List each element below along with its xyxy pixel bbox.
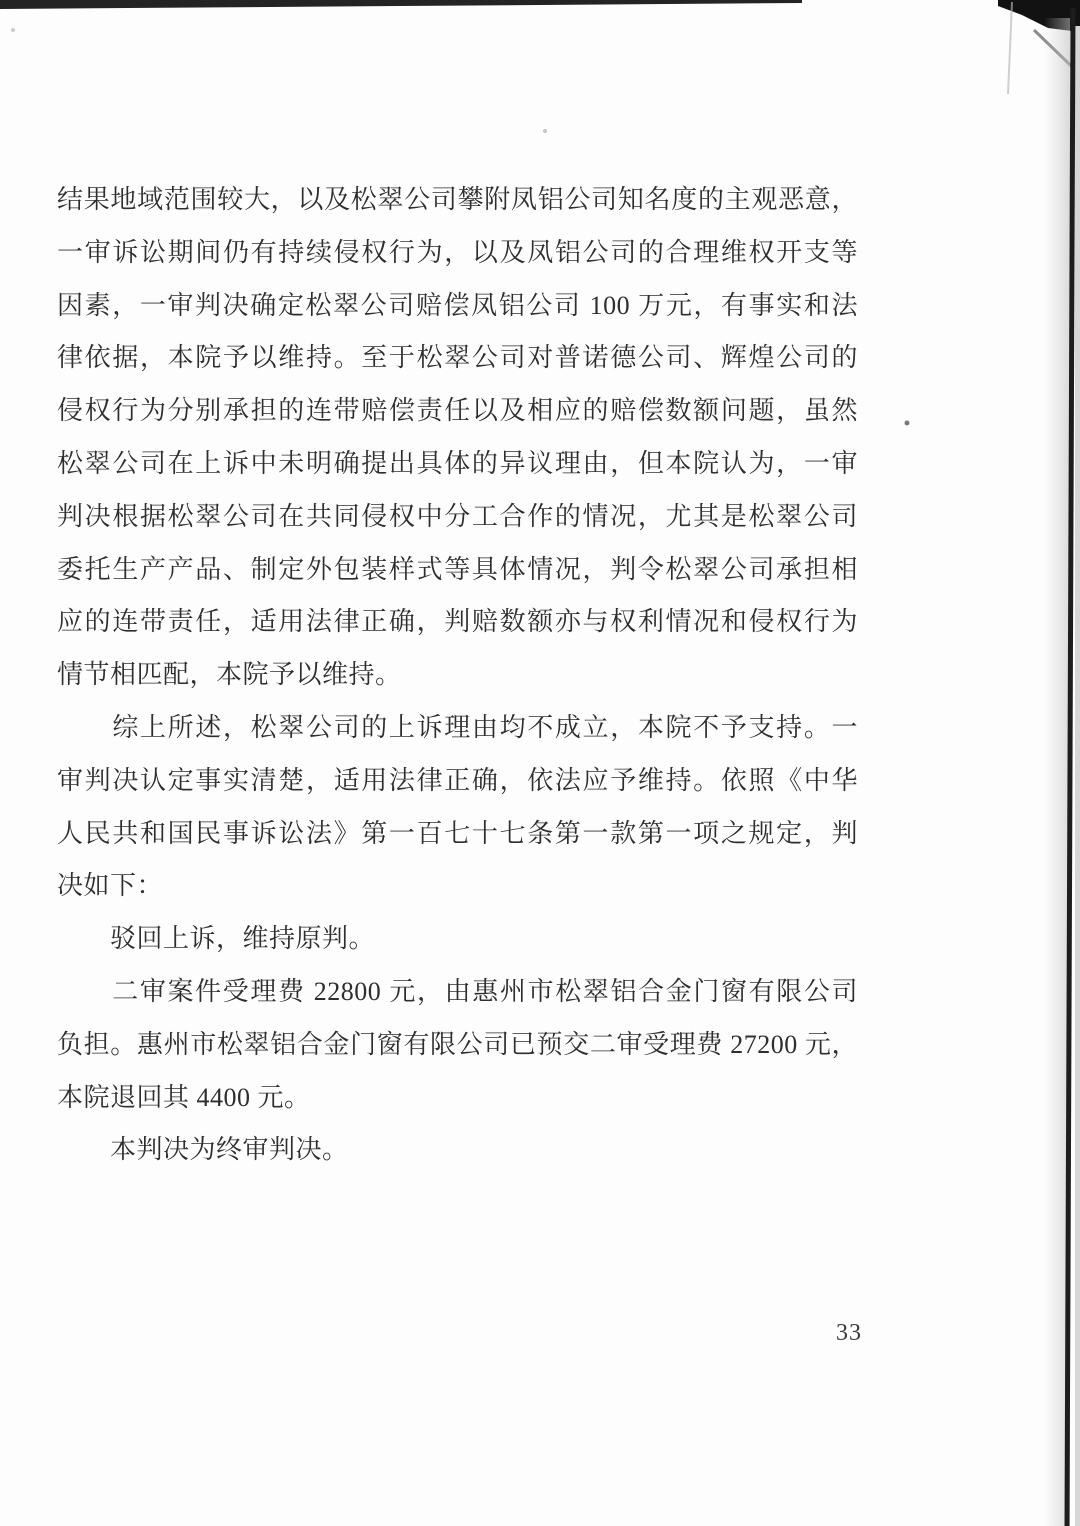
ink-speck: [11, 28, 15, 32]
judgment-text-block: [57, 174, 858, 1177]
document-line: 决如下：: [57, 871, 164, 901]
page-edge-line: [1067, 8, 1073, 1526]
document-line: 本院退回其 4400 元。: [57, 1082, 311, 1112]
page-edge-shadow: [1044, 18, 1070, 1526]
scan-corner-crease: [1034, 30, 1080, 84]
scan-corner-artifact: [998, 0, 1080, 32]
document-line: 应的连带责任，适用法律正确，判赔数额亦与权利情况和侵权行为: [57, 607, 858, 637]
document-line: 本判决为终审判决。: [57, 1135, 349, 1165]
document-line: 情节相匹配，本院予以维持。: [57, 660, 402, 690]
document-line: 律依据，本院予以维持。至于松翠公司对普诺德公司、辉煌公司的: [57, 343, 858, 373]
document-line: 人民共和国民事诉讼法》第一百七十七条第一款第一项之规定，判: [57, 818, 858, 848]
page-edge-margin: [1075, 26, 1080, 1526]
scan-top-edge-artifact: [0, 0, 802, 9]
document-line: 结果地域范围较大，以及松翠公司攀附凤铝公司知名度的主观恶意，: [57, 185, 858, 214]
document-line: 侵权行为分别承担的连带赔偿责任以及相应的赔偿数额问题，虽然: [57, 396, 858, 426]
scan-faint-line: [1008, 2, 1012, 94]
document-line: 因素，一审判决确定松翠公司赔偿凤铝公司 100 万元，有事实和法: [57, 290, 858, 320]
document-line: 一审诉讼期间仍有持续侵权行为，以及凤铝公司的合理维权开支等: [57, 237, 858, 267]
document-line: 委托生产产品、制定外包装样式等具体情况，判令松翠公司承担相: [57, 554, 858, 584]
document-line: 二审案件受理费 22800 元，由惠州市松翠铝合金门窗有限公司: [57, 976, 858, 1006]
document-line: 判决根据松翠公司在共同侵权中分工合作的情况，尤其是松翠公司: [57, 501, 858, 531]
ink-speck: [905, 421, 910, 426]
document-line: 审判决认定事实清楚，适用法律正确，依法应予维持。依照《中华: [57, 765, 858, 795]
document-line: 负担。惠州市松翠铝合金门窗有限公司已预交二审受理费 27200 元，: [57, 1029, 858, 1059]
document-line: 综上所述，松翠公司的上诉理由均不成立，本院不予支持。一: [57, 712, 858, 742]
document-line: 松翠公司在上诉中未明确提出具体的异议理由，但本院认为，一审: [57, 448, 858, 478]
ink-speck: [543, 129, 547, 133]
page-number: 33: [836, 1320, 862, 1346]
document-line: 驳回上诉，维持原判。: [57, 924, 376, 954]
